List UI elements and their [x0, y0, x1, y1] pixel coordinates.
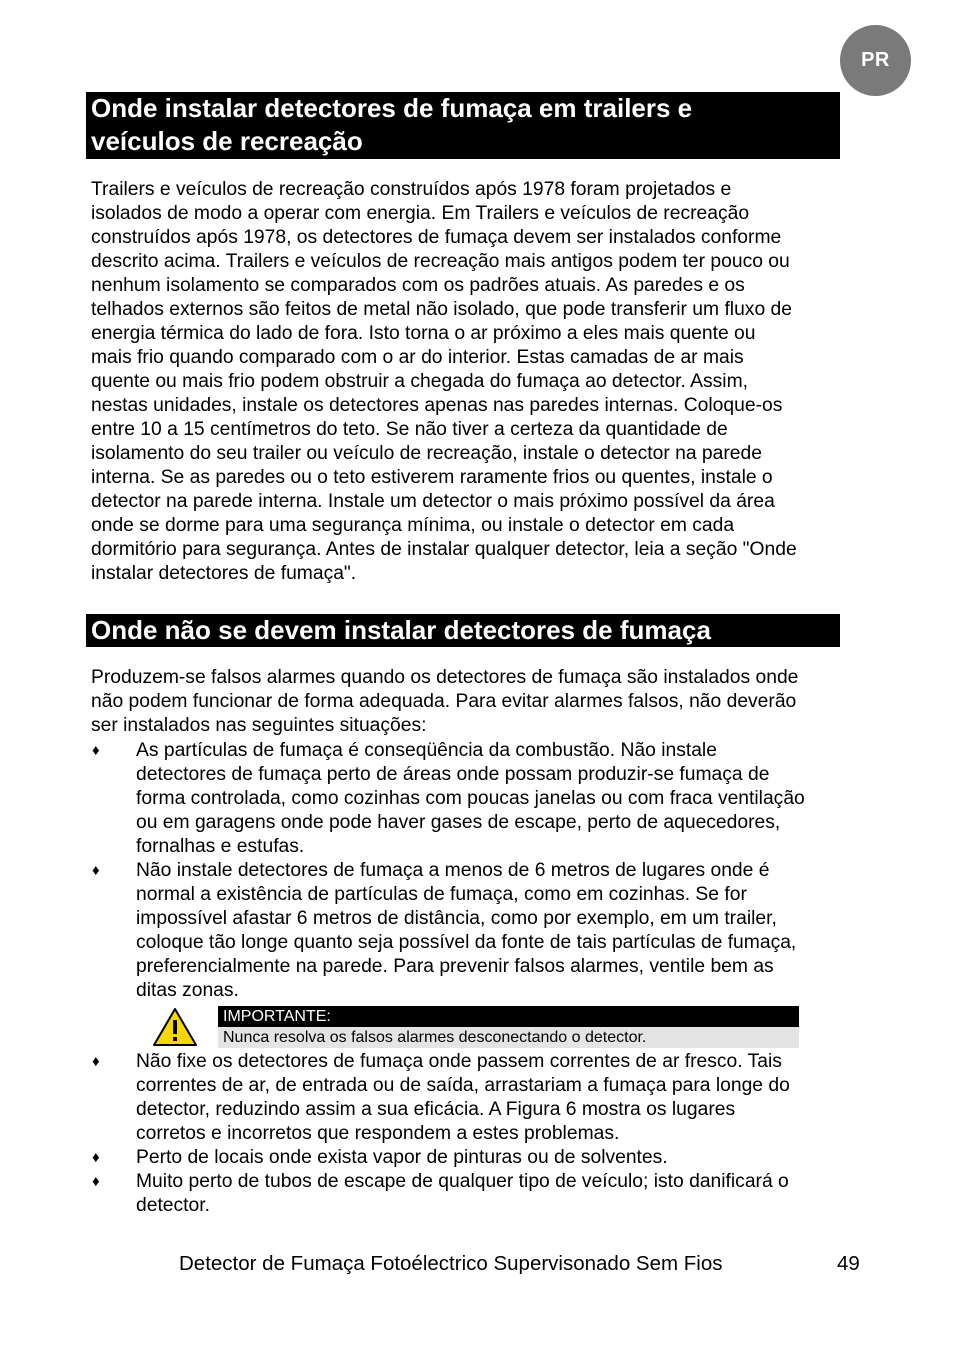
list-item-line: corretos e incorretos que respondem a estes problemas. — [136, 1123, 620, 1144]
paragraph-line: não podem funcionar de forma adequada. Para evitar alarmes falsos, não deverão — [91, 691, 797, 712]
language-badge: PR — [840, 25, 911, 96]
important-heading: IMPORTANTE: — [218, 1006, 799, 1027]
list-item-line: Perto de locais onde exista vapor de pinturas ou de solventes. — [136, 1147, 668, 1168]
list-item-line: detectores de fumaça perto de áreas onde possam produzir-se fumaça de — [136, 764, 770, 785]
list-item — [91, 1146, 866, 1170]
paragraph-line: descrito acima. Trailers e veículos de recreação mais antigos podem ter pouco ou — [91, 251, 790, 272]
list-item — [91, 739, 866, 859]
list-item — [91, 1170, 866, 1218]
bullet-list — [91, 1050, 866, 1218]
list-item-line: ditas zonas. — [136, 980, 239, 1001]
paragraph-line: construídos após 1978, os detectores de fumaça devem ser instalados conforme — [91, 227, 782, 248]
bullet-list — [91, 739, 866, 1003]
list-item-line: Não instale detectores de fumaça a menos de 6 metros de lugares onde é — [136, 860, 770, 881]
section-title-where-not-to-install: Onde não se devem instalar detectores de fumaça — [86, 614, 840, 647]
paragraph-line: telhados externos são feitos de metal não isolado, que pode transferir um fluxo de — [91, 299, 792, 320]
paragraph-line: dormitório para segurança. Antes de instalar qualquer detector, leia a seção "Onde — [91, 539, 797, 560]
false-alarms-intro — [91, 666, 866, 738]
paragraph-line: isolamento do seu trailer ou veículo de recreação, instale o detector na parede — [91, 443, 762, 464]
diamond-bullet-icon: ♦ — [92, 1053, 100, 1070]
paragraph-line: onde se dorme para uma segurança mínima, ou instale o detector em cada — [91, 515, 735, 536]
list-item-line: As partículas de fumaça é conseqüência da combustão. Não instale — [136, 740, 717, 761]
paragraph-line: Trailers e veículos de recreação construídos após 1978 foram projetados e — [91, 179, 732, 200]
section-title-line: Onde instalar detectores de fumaça em trailers e — [91, 93, 693, 123]
list-item-line: fornalhas e estufas. — [136, 836, 305, 857]
warning-triangle-icon — [152, 1007, 198, 1047]
paragraph-line: mais frio quando comparado com o ar do interior. Estas camadas de ar mais — [91, 347, 744, 368]
list-item-line: ou em garagens onde pode haver gases de escape, perto de aquecedores, — [136, 812, 781, 833]
paragraph-line: Produzem-se falsos alarmes quando os detectores de fumaça são instalados onde — [91, 667, 799, 688]
paragraph-line: isolados de modo a operar com energia. Em Trailers e veículos de recreação — [91, 203, 750, 224]
list-item — [91, 1050, 866, 1146]
list-item-line: detector, reduzindo assim a sua eficácia. A Figura 6 mostra os lugares — [136, 1099, 736, 1120]
paragraph-line: energia térmica do lado de fora. Isto torna o ar próximo a eles mais quente ou — [91, 323, 756, 344]
list-item-line: forma controlada, como cozinhas com poucas janelas ou com fraca ventilação — [136, 788, 805, 809]
list-item-line: correntes de ar, de entrada ou de saída, arrastariam a fumaça para longe do — [136, 1075, 790, 1096]
list-item-line: Não fixe os detectores de fumaça onde passem correntes de ar fresco. Tais — [136, 1051, 782, 1072]
section-title-trailers — [86, 92, 840, 159]
diamond-bullet-icon: ♦ — [92, 862, 100, 879]
paragraph-line: quente ou mais frio podem obstruir a chegada do fumaça ao detector. Assim, — [91, 371, 749, 392]
paragraph-line: instalar detectores de fumaça". — [91, 563, 357, 584]
list-item-line: detector. — [136, 1195, 210, 1216]
paragraph-line: nestas unidades, instale os detectores apenas nas paredes internas. Coloque-os — [91, 395, 783, 416]
paragraph-line: detector na parede interna. Instale um detector o mais próximo possível da área — [91, 491, 775, 512]
diamond-bullet-icon: ♦ — [92, 1149, 100, 1166]
list-item-line: coloque tão longe quanto seja possível da fonte de tais partículas de fumaça, — [136, 932, 797, 953]
diamond-bullet-icon: ♦ — [92, 742, 100, 759]
trailers-paragraph — [91, 178, 866, 586]
list-item-line: preferencialmente na parede. Para prevenir falsos alarmes, ventile bem as — [136, 956, 774, 977]
page-number: 49 — [837, 1252, 860, 1275]
footer-document-title: Detector de Fumaça Fotoélectrico Supervisonado Sem Fios — [179, 1252, 723, 1275]
diamond-bullet-icon: ♦ — [92, 1173, 100, 1190]
important-text: Nunca resolva os falsos alarmes desconectando o detector. — [218, 1027, 799, 1048]
section-title-line: veículos de recreação — [91, 126, 363, 156]
paragraph-line: nenhum isolamento se comparados com os padrões atuais. As paredes e os — [91, 275, 745, 296]
important-note — [152, 1006, 799, 1048]
list-item-line: normal a existência de partículas de fumaça, como em cozinhas. Se for — [136, 884, 747, 905]
paragraph-line: interna. Se as paredes ou o teto estiverem raramente frios ou quentes, instale o — [91, 467, 773, 488]
list-item-line: impossível afastar 6 metros de distância, como por exemplo, em um trailer, — [136, 908, 777, 929]
paragraph-line: entre 10 a 15 centímetros do teto. Se não tiver a certeza da quantidade de — [91, 419, 728, 440]
list-item-line: Muito perto de tubos de escape de qualquer tipo de veículo; isto danificará o — [136, 1171, 789, 1192]
list-item — [91, 859, 866, 1003]
paragraph-line: ser instalados nas seguintes situações: — [91, 715, 427, 736]
